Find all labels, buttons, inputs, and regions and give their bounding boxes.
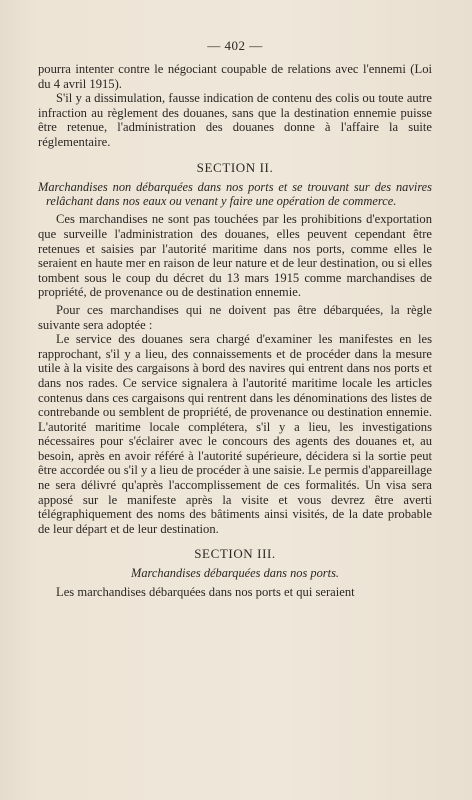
section-2-subtitle: Marchandises non débarquées dans nos ports et se trouvant sur des navires relâchant dans nos eaux ou venant y faire une opération de commerce. xyxy=(38,179,432,208)
paragraph-continuation: pourra intenter contre le négociant coupable de relations avec l'ennemi (Loi du 4 avril 1915). xyxy=(38,62,432,91)
paragraph-section-3-1: Les marchandises débarquées dans nos ports et qui seraient xyxy=(56,584,355,599)
paragraph-dissimulation: S'il y a dissimulation, fausse indication de contenu des colis ou toute autre infraction au règlement des douanes, sans que la destination ennemie puisse être retenue, l'administration des douanes donne à l'affaire la suite réglementaire. xyxy=(38,91,432,149)
section-3-heading: SECTION III. xyxy=(194,546,276,562)
paragraph-section-2-3: Le service des douanes sera chargé d'examiner les manifestes en les rapprochant, s'il y a lieu, des connaissements et de procéder dans la mesure utile à la visite des cargaisons à bord des navires qui entrent dans nos ports et dans nos rades. Ce service signalera à l'autorité maritime locale les articles contenus dans ces cargaisons qui rentrent dans les dénominations des listes de contrebande ou semblent de propriété, de provenance ou destination ennemie. L'autorité maritime locale complétera, s'il y a lieu, les investigations nécessaires pour s'éclairer avec le concours des agents des douanes et, au besoin, après en avoir référé à l'autorité supérieure, décidera si la sortie peut être accordée ou s'il y a lieu de procéder à une saisie. Le permis d'appareillage ne sera délivré qu'après l'accomplissement de ces formalités. Un visa sera apposé sur le manifeste après la visite et vous devrez être averti télégraphiquement des noms des bâtiments ainsi visités, de la date probable de leur départ et de leur destination. xyxy=(38,332,432,536)
paragraph-section-2-2: Pour ces marchandises qui ne doivent pas être débarquées, la règle suivante sera adoptée : xyxy=(38,302,432,332)
page-number: — 402 — xyxy=(207,38,263,53)
paragraph-section-2-1: Ces marchandises ne sont pas touchées par les prohibitions d'exportation que surveille l'administration des douanes, elles peuvent cependant être retenues et saisies par l'autorité maritime dans nos ports, comme elles le seraient en haute mer en raison de leur nature et de leur destination, ou si elles tombent sous le coup du décret du 13 mars 1915 comme marchandises de propriété, de provenance ou de destination ennemie. xyxy=(38,212,432,300)
section-3-subtitle: Marchandises débarquées dans nos ports. xyxy=(131,566,339,581)
section-2-heading: SECTION II. xyxy=(196,159,274,175)
